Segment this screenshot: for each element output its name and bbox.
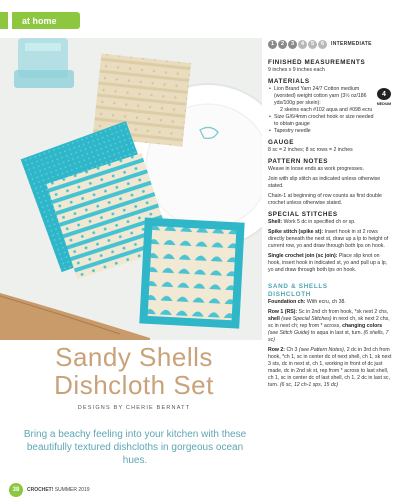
instructions-heading [268, 283, 392, 298]
materials-heading: MATERIALS [268, 78, 310, 85]
row-text: With ecru, ch 38. [305, 299, 346, 305]
section-tab [0, 12, 80, 29]
finished-heading: FINISHED MEASUREMENTS [268, 59, 366, 66]
row-text: Ch 3 [285, 347, 299, 353]
title-line-2: Dishcloth Set [54, 370, 214, 400]
pattern-note: Join with slip stitch as indicated unless otherwise stated. [268, 176, 381, 189]
dishcloth-photo [0, 38, 262, 340]
row-text: Sc in 2nd ch from hook, *sk next 2 chs, [297, 309, 389, 315]
stitch-text: Work 5 dc in specified ch or sp. [282, 219, 356, 225]
yarn-weight-number: 4 [377, 88, 391, 100]
materials-block [268, 86, 392, 135]
stitch-text: Place slip knot on hook, insert hook in indicated st, yo and pull up a lp, yo and draw through both lps on hook. [268, 253, 388, 273]
skill-dot: 1 [268, 40, 277, 49]
materials-subitem: 2 skeins each #102 aqua and #098 ecru [280, 107, 373, 113]
pattern-column [268, 40, 392, 392]
row-term: changing colors [342, 323, 383, 329]
row-text: in next ch, sk next 2 chs, sc in next ch; rep from * across, [268, 316, 390, 329]
skill-dot: 2 [278, 40, 287, 49]
section-tab-mark [8, 12, 12, 29]
article-title [14, 343, 254, 399]
pattern-note: Chain-1 at beginning of row counts as first double crochet unless otherwise stated. [268, 193, 382, 206]
foundation-row [268, 299, 392, 306]
article-blurb: Bring a beachy feeling into your kitchen with these beautifully textured dishcloths in gorgeous ocean hues. [23, 429, 247, 466]
row-ref: (see Special Stitches) [279, 316, 332, 322]
magazine-name: CROCHET! [27, 487, 54, 493]
row-ref: (see Pattern Notes) [298, 347, 344, 353]
skill-dot: 6 [318, 40, 327, 49]
row-2 [268, 347, 392, 389]
special-stitch [268, 253, 392, 274]
gauge-text: 8 sc = 2 inches; 8 sc rows = 2 inches [268, 147, 353, 153]
yarn-weight-icon [376, 88, 392, 108]
folio [27, 487, 90, 493]
special-stitch [268, 229, 392, 250]
skill-level [268, 40, 392, 49]
materials-item: • Lion Brand Yarn 24/7 Cotton medium (worsted) weight cotton yarn (3½ oz/186 yds/100g per skein): [268, 86, 374, 107]
row-text: , 2 dc in 3rd ch from hook, *ch 1, sc in center dc of next shell, ch 1, sk next 3 sts, dc in next st, ch 1, working in front of dc just made, dc in 2nd sk st, rep from * across to last shell, ch 1, sc in center dc of last shell, ch 1, 2 dc in last sc, turn. [268, 347, 392, 388]
instructions-heading-line-2: DISHCLOTH [268, 290, 312, 298]
special-stitches-heading: SPECIAL STITCHES [268, 211, 338, 218]
stitch-term: Spike stitch (spike st): [268, 229, 324, 235]
materials-list [268, 86, 392, 135]
skill-label: INTERMEDIATE [331, 41, 372, 47]
row-count: (6 shells, 7 sc) [268, 330, 389, 343]
issue-name: SUMMER 2019 [54, 487, 90, 493]
row-count: (6 sc, 12 ch-1 sps, 15 dc) [279, 382, 339, 388]
page-number: 38 [9, 483, 23, 497]
skill-dot: 5 [308, 40, 317, 49]
row-text: to aqua in last st, turn. [309, 330, 364, 336]
stitch-term: Single crochet join (sc join): [268, 253, 338, 259]
gauge-heading: GAUGE [268, 139, 295, 146]
skill-dot: 4 [298, 40, 307, 49]
row-1 [268, 309, 392, 344]
materials-item: • Tapestry needle [268, 128, 374, 135]
finished-text: 9 inches x 9 inches each [268, 67, 325, 73]
row-term: Foundation ch: [268, 299, 306, 305]
materials-item: • Size G/6/4mm crochet hook or size needed to obtain gauge [268, 114, 374, 128]
pattern-notes-heading: PATTERN NOTES [268, 158, 329, 165]
row-ref: (see Stitch Guide) [268, 330, 310, 336]
pattern-note: Weave in loose ends as work progresses. [268, 166, 364, 172]
yarn-weight-caption: MEDIUM [376, 102, 392, 106]
title-line-1: Sandy Shells [55, 342, 213, 372]
special-stitch [268, 219, 392, 226]
stitch-text: Insert hook in st 2 rows directly beneath the next st, draw up a lp to height of current row, yo and draw through both lps on hook. [268, 229, 389, 249]
row-term: Row 1 (RS): [268, 309, 298, 315]
designer-byline: DESIGNS BY CHERIE BERNATT [77, 405, 191, 411]
skill-dot: 3 [288, 40, 297, 49]
row-term: shell [268, 316, 280, 322]
instructions-heading-line-1: SAND & SHELLS [268, 283, 328, 290]
row-term: Row 2: [268, 347, 286, 353]
stitch-term: Shell: [268, 219, 283, 225]
section-label: at home [22, 15, 57, 26]
